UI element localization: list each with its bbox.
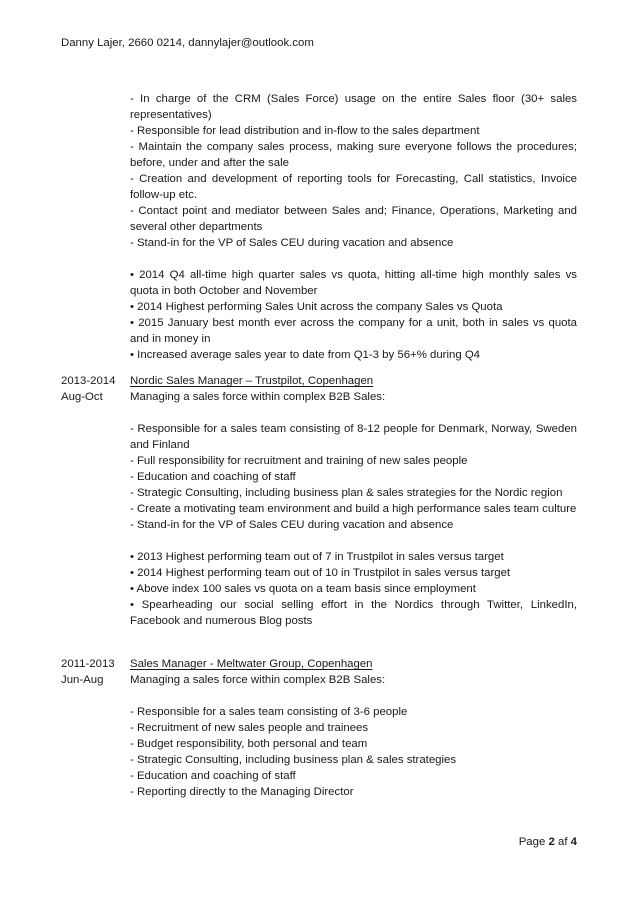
list-item: • 2014 Q4 all-time high quarter sales vs quota, hitting all-time high monthly sales vs quota in both October and November <box>130 269 577 297</box>
list-item: - Creation and development of reporting tools for Forecasting, Call statistics, Invoice follow-up etc. <box>130 173 577 201</box>
list-item: • 2014 Highest performing Sales Unit across the company Sales vs Quota <box>130 301 503 313</box>
list-item: - Stand-in for the VP of Sales CEU during vacation and absence <box>130 237 454 249</box>
job-entry-trustpilot <box>61 373 577 629</box>
job-months: Jun-Aug <box>61 674 104 686</box>
list-item: - Create a motivating team environment and build a high performance sales team culture <box>130 503 577 515</box>
job-achievements-list <box>130 549 577 629</box>
page-number <box>519 836 577 848</box>
job-title: Sales Manager - Meltwater Group, Copenhagen <box>130 658 373 670</box>
job-duties-list <box>130 421 577 533</box>
top-section <box>130 91 577 363</box>
list-item: - Reporting directly to the Managing Director <box>130 786 354 798</box>
list-item: - Education and coaching of staff <box>130 471 296 483</box>
job-years: 2013-2014 <box>61 375 116 387</box>
list-item: • Increased average sales year to date from Q1-3 by 56+% during Q4 <box>130 349 481 361</box>
contact-header: Danny Lajer, 2660 0214, dannylajer@outlook.com <box>61 37 314 49</box>
list-item: - In charge of the CRM (Sales Force) usage on the entire Sales floor (30+ sales representatives) <box>130 93 577 121</box>
list-item: - Contact point and mediator between Sales and; Finance, Operations, Marketing and several other departments <box>130 205 577 233</box>
list-item: - Education and coaching of staff <box>130 770 296 782</box>
list-item: - Responsible for lead distribution and in-flow to the sales department <box>130 125 480 137</box>
job-years: 2011-2013 <box>61 658 115 670</box>
list-item: • 2015 January best month ever across the company for a unit, both in sales vs quota and in money in <box>130 317 577 345</box>
list-item: • 2014 Highest performing team out of 10 in Trustpilot in sales versus target <box>130 567 511 579</box>
page-total: 4 <box>570 836 577 848</box>
page-of-label: af <box>557 836 568 848</box>
list-item: - Strategic Consulting, including business plan & sales strategies <box>130 754 457 766</box>
list-item: • Spearheading our social selling effort in the Nordics through Twitter, LinkedIn, Facebook and numerous Blog posts <box>130 599 577 627</box>
list-item: - Responsible for a sales team consisting of 8-12 people for Denmark, Norway, Sweden and Finland <box>130 423 577 451</box>
list-item: - Stand-in for the VP of Sales CEU during vacation and absence <box>130 519 454 531</box>
job-subtitle: Managing a sales force within complex B2B Sales: <box>130 391 386 403</box>
job-entry-meltwater <box>61 656 577 800</box>
list-item: - Strategic Consulting, including business plan & sales strategies for the Nordic region <box>130 487 563 499</box>
list-item: - Full responsibility for recruitment and training of new sales people <box>130 455 468 467</box>
job-subtitle: Managing a sales force within complex B2B Sales: <box>130 674 386 686</box>
list-item: - Recruitment of new sales people and trainees <box>130 722 369 734</box>
page-label: Page <box>518 836 546 848</box>
list-item: - Maintain the company sales process, making sure everyone follows the procedures; before, under and after the sale <box>130 141 577 169</box>
page-current: 2 <box>548 836 555 848</box>
list-item: - Budget responsibility, both personal and team <box>130 738 368 750</box>
job-title: Nordic Sales Manager – Trustpilot, Copenhagen <box>130 375 374 387</box>
job-months: Aug-Oct <box>61 391 103 403</box>
list-item: - Responsible for a sales team consisting of 3-6 people <box>130 706 408 718</box>
top-achievements-list <box>130 267 577 363</box>
top-duties-list <box>130 91 577 251</box>
list-item: • 2013 Highest performing team out of 7 in Trustpilot in sales versus target <box>130 551 504 563</box>
job-duties-list <box>130 704 577 800</box>
list-item: • Above index 100 sales vs quota on a team basis since employment <box>130 583 476 595</box>
